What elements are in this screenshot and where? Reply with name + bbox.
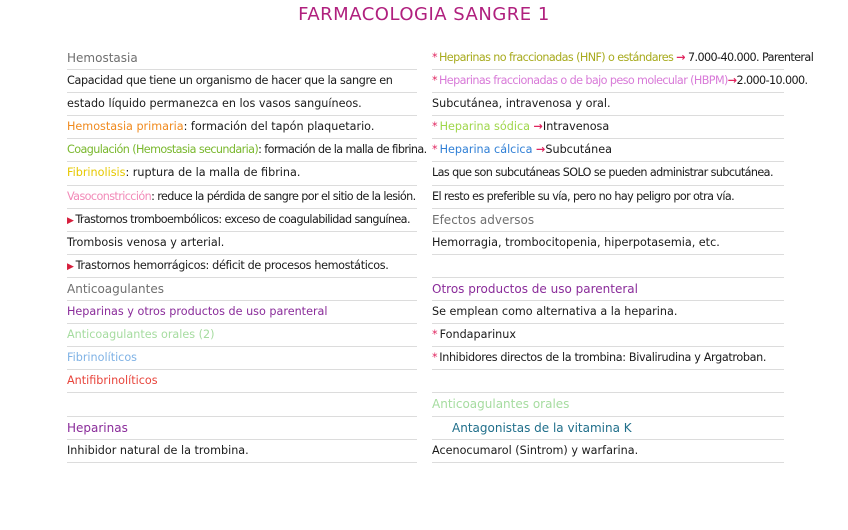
blank-line bbox=[432, 255, 784, 278]
hnf-term: Heparinas no fraccionadas (HNF) o estándares bbox=[439, 51, 674, 64]
anticoagulantes-orales-line: Anticoagulantes orales (2) bbox=[67, 324, 417, 347]
hemorragicos-text: Trastornos hemorrágicos: déficit de procesos hemostáticos. bbox=[75, 258, 389, 272]
heparina-sodica-line bbox=[432, 116, 784, 139]
heparinas-otros-line: Heparinas y otros productos de uso parenteral bbox=[67, 301, 417, 324]
vasoconstriccion-desc: : reduce la pérdida de sangre por el sitio de la lesión. bbox=[151, 189, 416, 203]
triangle-bullet-icon: ▶ bbox=[67, 261, 74, 272]
heparina-calcica-term: Heparina cálcica bbox=[439, 143, 533, 157]
blank-line bbox=[67, 393, 417, 416]
arrow-icon: → bbox=[533, 120, 543, 134]
hemostasia-primaria-line bbox=[67, 116, 417, 139]
vasoconstriccion-line bbox=[67, 186, 417, 209]
routes-line: Subcutánea, intravenosa y oral. bbox=[432, 93, 784, 116]
right-column bbox=[432, 47, 814, 463]
star-bullet-icon: * bbox=[432, 51, 437, 64]
hemorragicos-item bbox=[67, 255, 417, 278]
efectos-desc: Hemorragia, trombocitopenia, hiperpotasemia, etc. bbox=[432, 232, 784, 255]
hbpm-term: Heparinas fraccionadas o de bajo peso molecular (HBPM) bbox=[439, 74, 728, 88]
inhibidores-text: Inhibidores directos de la trombina: Bivalirudina y Argatroban. bbox=[439, 351, 767, 365]
fibrinolisis-term: Fibrinolisis bbox=[67, 166, 126, 180]
coagulacion-desc: : formación de la malla de fibrina. bbox=[258, 143, 427, 157]
heparina-calcica-line bbox=[432, 139, 784, 162]
coagulacion-term: Coagulación (Hemostasia secundaria) bbox=[67, 143, 259, 157]
page-title: FARMACOLOGIA SANGRE 1 bbox=[298, 4, 550, 25]
heparina-sodica-value: Intravenosa bbox=[542, 120, 610, 134]
fondaparinux-text: Fondaparinux bbox=[439, 328, 516, 342]
anticoagulantes-heading: Anticoagulantes bbox=[67, 278, 417, 301]
arrow-icon: → bbox=[536, 143, 546, 157]
antagonistas-heading: Antagonistas de la vitamina K bbox=[432, 417, 784, 440]
inhibidores-line bbox=[432, 347, 784, 370]
note-line-1: Las que son subcutáneas SOLO se pueden administrar subcutánea. bbox=[432, 162, 784, 185]
arrow-icon: → bbox=[676, 51, 686, 64]
hbpm-value: 2.000-10.000. bbox=[736, 74, 808, 88]
antifibrinoliticos-line: Antifibrinolíticos bbox=[67, 370, 417, 393]
blank-line bbox=[432, 370, 784, 393]
left-column bbox=[67, 47, 427, 463]
trombosis-line: Trombosis venosa y arterial. bbox=[67, 232, 417, 255]
arrow-icon: → bbox=[727, 74, 737, 88]
star-bullet-icon: * bbox=[432, 328, 438, 342]
fibrinolisis-desc: : ruptura de la malla de fibrina. bbox=[125, 166, 301, 180]
hnf-value: 7.000-40.000. Parenteral bbox=[688, 51, 814, 64]
hemostasia-heading: Hemostasia bbox=[67, 47, 417, 70]
otros-productos-heading: Otros productos de uso parenteral bbox=[432, 278, 784, 301]
anticoagulantes-orales-heading: Anticoagulantes orales bbox=[432, 393, 784, 416]
star-bullet-icon: * bbox=[432, 143, 438, 157]
heparinas-heading: Heparinas bbox=[67, 417, 417, 440]
fondaparinux-line bbox=[432, 324, 784, 347]
otros-productos-desc: Se emplean como alternativa a la heparina. bbox=[432, 301, 784, 324]
note-line-2: El resto es preferible su vía, pero no hay peligro por otra vía. bbox=[432, 186, 784, 209]
heparina-calcica-value: Subcutánea bbox=[545, 143, 612, 157]
star-bullet-icon: * bbox=[432, 351, 438, 365]
triangle-bullet-icon: ▶ bbox=[67, 215, 74, 226]
hnf-line bbox=[432, 47, 814, 70]
definition-line-1: Capacidad que tiene un organismo de hacer que la sangre en bbox=[67, 70, 417, 93]
heparina-sodica-term: Heparina sódica bbox=[439, 120, 530, 134]
definition-line-2: estado líquido permanezca en los vasos sanguíneos. bbox=[67, 93, 417, 116]
star-bullet-icon: * bbox=[432, 74, 437, 88]
hemostasia-primaria-desc: : formación del tapón plaquetario. bbox=[183, 120, 375, 134]
efectos-heading: Efectos adversos bbox=[432, 209, 784, 232]
fibrinolisis-line bbox=[67, 162, 417, 185]
tromboembolicos-text: Trastornos tromboembólicos: exceso de coagulabilidad sanguínea. bbox=[75, 212, 410, 226]
coagulacion-line bbox=[67, 139, 427, 162]
hbpm-line bbox=[432, 70, 808, 93]
fibrinoliticos-line: Fibrinolíticos bbox=[67, 347, 417, 370]
tromboembolicos-item bbox=[67, 209, 417, 232]
vasoconstriccion-term: Vasoconstricción bbox=[67, 189, 152, 203]
heparinas-definition: Inhibidor natural de la trombina. bbox=[67, 440, 417, 463]
hemostasia-primaria-term: Hemostasia primaria bbox=[67, 120, 184, 134]
star-bullet-icon: * bbox=[432, 120, 438, 134]
acenocumarol-line: Acenocumarol (Sintrom) y warfarina. bbox=[432, 440, 784, 463]
